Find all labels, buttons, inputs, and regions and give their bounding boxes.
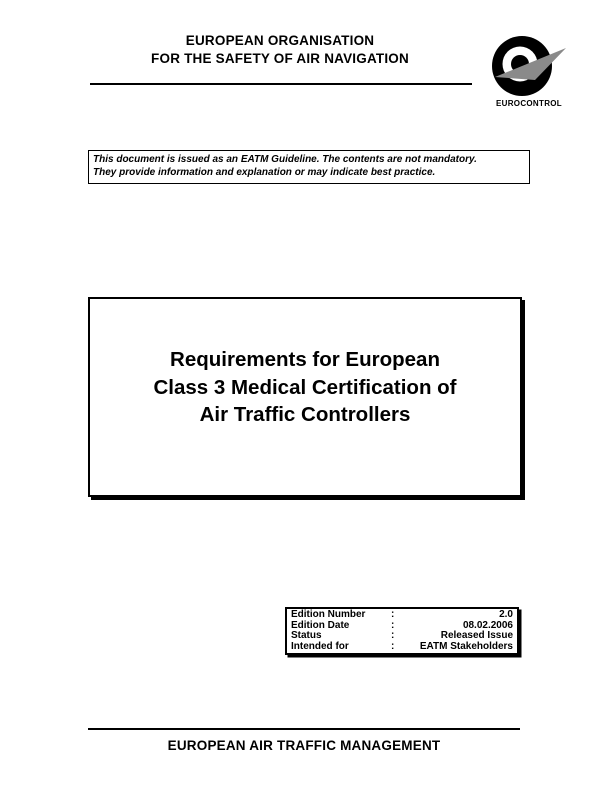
intended-for-label: Intended for	[291, 640, 349, 652]
document-title-box	[88, 297, 522, 497]
organisation-header-line1: EUROPEAN ORGANISATION	[185, 33, 375, 48]
edition-number-label: Edition Number	[291, 609, 366, 620]
separator: :	[391, 640, 395, 652]
eurocontrol-logo-icon	[491, 34, 567, 98]
separator: :	[391, 630, 395, 641]
table-row	[291, 610, 513, 621]
eurocontrol-logo-label: EUROCONTROL	[496, 99, 562, 108]
guideline-notice-box	[88, 150, 530, 184]
separator: :	[391, 619, 395, 631]
footer-divider-line	[88, 728, 520, 730]
footer-title: EUROPEAN AIR TRAFFIC MANAGEMENT	[167, 738, 441, 753]
organisation-header-line2: FOR THE SAFETY OF AIR NAVIGATION	[151, 51, 409, 66]
table-row	[291, 631, 513, 642]
guideline-notice-line2: They provide information and explanation or may indicate best practice.	[93, 167, 436, 178]
organisation-header	[90, 32, 470, 68]
status-value: Released Issue	[440, 630, 513, 641]
intended-for-value: EATM Stakeholders	[419, 640, 513, 652]
edition-info-table	[285, 607, 519, 655]
edition-date-label: Edition Date	[291, 619, 350, 631]
separator: :	[391, 609, 395, 620]
edition-number-value: 2.0	[499, 609, 513, 620]
document-title-line1: Requirements for European	[170, 348, 440, 371]
document-title-line2: Class 3 Medical Certification of	[153, 375, 457, 399]
edition-date-value: 08.02.2006	[462, 619, 513, 631]
header-divider-line	[90, 83, 472, 85]
table-row	[291, 642, 513, 653]
guideline-notice-line1: This document is issued as an EATM Guideline. The contents are not mandatory.	[93, 154, 477, 165]
status-label: Status	[291, 630, 322, 641]
document-title-line3: Air Traffic Controllers	[199, 403, 411, 426]
